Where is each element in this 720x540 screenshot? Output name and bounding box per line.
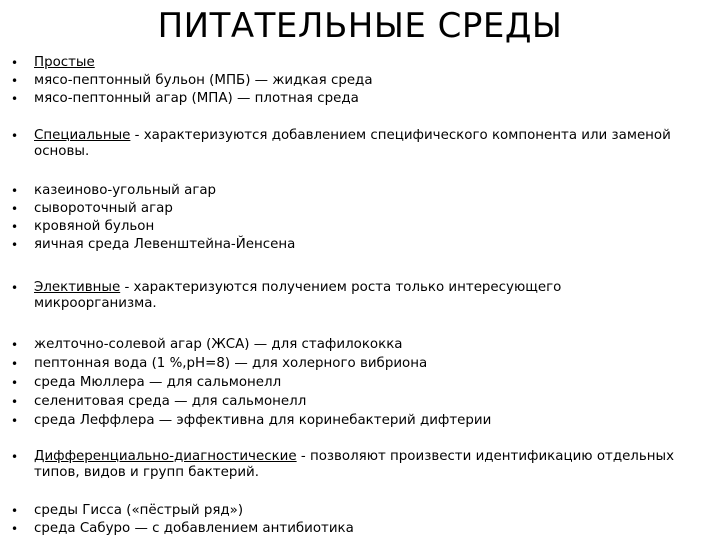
- category-heading: Дифференциально-диагностические: [34, 449, 297, 464]
- category-heading: Элективные: [34, 280, 121, 295]
- bullet-icon: •: [11, 202, 19, 216]
- bullet-icon: •: [11, 504, 19, 518]
- bullet-icon: •: [11, 238, 19, 252]
- bullet-icon: •: [11, 376, 19, 390]
- bullet-icon: •: [11, 522, 19, 536]
- bullet-icon: •: [11, 281, 19, 295]
- item-text: среда Сабуро — с добавлением антибиотика: [34, 521, 354, 536]
- bullet-icon: •: [11, 357, 19, 371]
- item-text: пептонная вода (1 %,рН=8) — для холерного вибриона: [34, 356, 428, 371]
- bullet-icon: •: [11, 450, 19, 464]
- item-text: казеиново-угольный агар: [34, 183, 217, 198]
- bullet-icon: •: [11, 92, 19, 106]
- bullet-icon: •: [11, 220, 19, 234]
- bullet-icon: •: [11, 184, 19, 198]
- bullet-icon: •: [11, 338, 19, 352]
- item-text: мясо-пептонный бульон (МПБ) — жидкая среда: [34, 73, 373, 88]
- item-text: мясо-пептонный агар (МПА) — плотная среда: [34, 91, 359, 106]
- bullet-icon: •: [11, 56, 19, 70]
- bullet-icon: •: [11, 414, 19, 428]
- item-text: желточно-солевой агар (ЖСА) — для стафилококка: [34, 337, 403, 352]
- item-text: среда Леффлера — эффективна для коринебактерий дифтерии: [34, 413, 492, 428]
- category-heading: Простые: [34, 55, 95, 70]
- slide-title: ПИТАТЕЛЬНЫЕ СРЕДЫ: [157, 6, 563, 46]
- item-text: - характеризуются добавлением специфического компонента или заменой основы.: [34, 128, 671, 159]
- item-text: сывороточный агар: [34, 201, 173, 216]
- item-text: - характеризуются получением роста только интересующего микроорганизма.: [34, 280, 562, 311]
- bullet-icon: •: [11, 74, 19, 88]
- item-text: среды Гисса («пёстрый ряд»): [34, 503, 244, 518]
- category-heading: Специальные: [34, 128, 131, 143]
- bullet-icon: •: [11, 129, 19, 143]
- item-text: - позволяют произвести идентификацию отдельных типов, видов и групп бактерий.: [34, 449, 675, 480]
- item-text: яичная среда Левенштейна-Йенсена: [34, 237, 296, 252]
- item-text: селенитовая среда — для сальмонелл: [34, 394, 307, 409]
- bullet-icon: •: [11, 395, 19, 409]
- item-text: среда Мюллера — для сальмонелл: [34, 375, 282, 390]
- item-text: кровяной бульон: [34, 219, 155, 234]
